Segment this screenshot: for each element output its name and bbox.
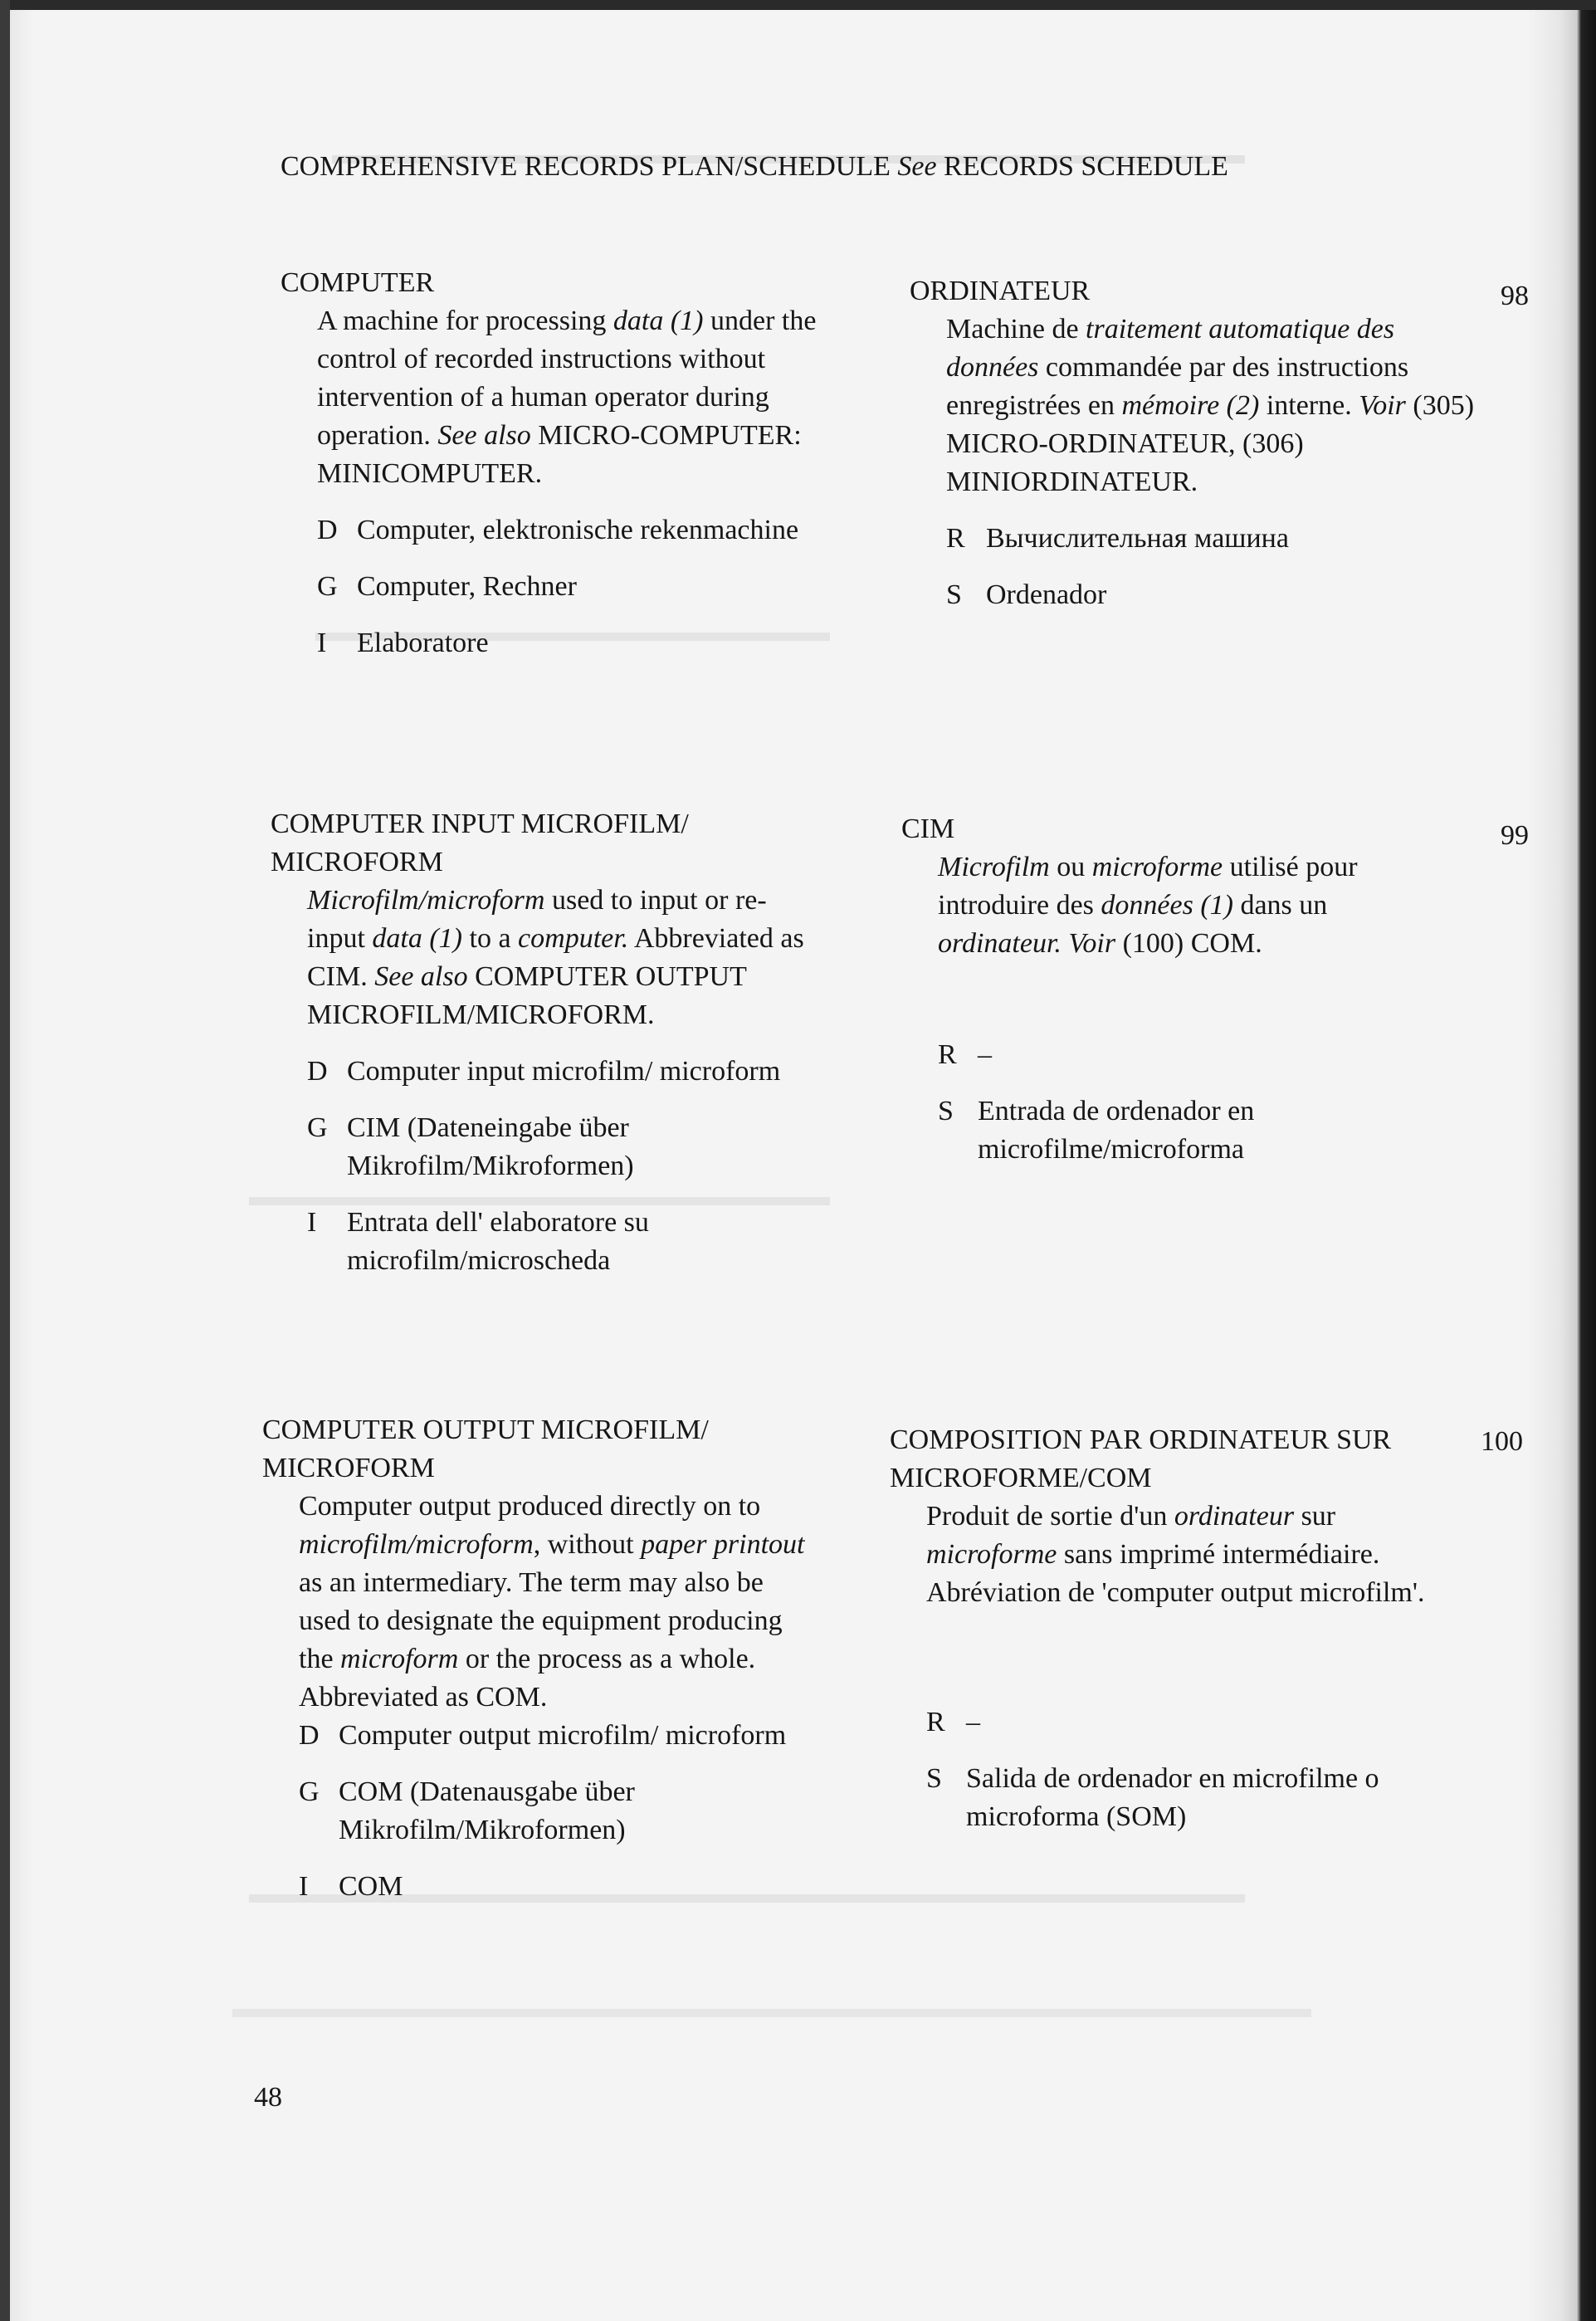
french-headword: ORDINATEUR — [910, 276, 1091, 306]
scan-left-edge — [0, 0, 10, 2321]
equivalent-list — [262, 1717, 827, 1906]
entry-number-98: 98 — [1501, 281, 1529, 311]
french-definition: Microfilm ou microforme utilisé pour introduire des données (1) dans un ordinateur. Voir (100) COM. — [938, 852, 1358, 959]
entry-99-english — [271, 805, 835, 1280]
page-number: 48 — [254, 2082, 282, 2113]
equivalent-g: G Computer, Rechner — [317, 571, 577, 602]
french-definition: Machine de traitement automatique des données commandée par des instructions enregistrées en mémoire (2) interne. Voir (305) MICRO-ORDINATEUR, (306) MINIORDINATEUR. — [946, 314, 1475, 497]
equivalent-d: D Computer, elektronische rekenmachine — [317, 515, 799, 545]
equivalent-i: I COM — [299, 1871, 403, 1902]
entry-100-french — [890, 1421, 1471, 1836]
equivalent-list — [910, 520, 1491, 614]
equivalent-g: G COM (Datenausgabe über Mikrofilm/Mikroformen) — [299, 1776, 635, 1845]
scan-top-edge — [0, 0, 1596, 10]
english-headword: COMPUTER OUTPUT MICROFILM/ MICROFORM — [262, 1415, 709, 1483]
equivalent-r: R – — [938, 1039, 992, 1070]
equivalent-s: S Entrada de ordenador en microfilme/microforma — [938, 1096, 1255, 1165]
entry-100-english — [262, 1411, 827, 1906]
entry-99-french — [901, 810, 1466, 1169]
entry-number-99: 99 — [1501, 820, 1529, 851]
equivalent-list — [901, 1036, 1466, 1169]
english-definition: Computer output produced directly on to microfilm/microform, without paper printout as an intermediary. The term may also be used to designate the equipment producing the microform or the process as a whole. Abbreviated as COM. — [299, 1491, 805, 1713]
header-term: COMPREHENSIVE RECORDS PLAN/SCHEDULE — [281, 151, 891, 182]
equivalent-s: S Ordenador — [946, 579, 1107, 610]
equivalent-list — [890, 1703, 1471, 1836]
french-definition: Produit de sortie d'un ordinateur sur microforme sans imprimé intermédiaire. Abréviation de 'computer output microfilm'. — [926, 1501, 1425, 1608]
see-reference-line — [281, 148, 1476, 186]
equivalent-list — [271, 1053, 835, 1280]
entry-98-english — [281, 264, 828, 662]
equivalent-i: I Entrata dell' elaboratore su microfilm/microscheda — [307, 1207, 649, 1276]
equivalent-i: I Elaboratore — [317, 628, 489, 658]
header-target: RECORDS SCHEDULE — [944, 151, 1228, 182]
english-definition: Microfilm/microform used to input or re-input data (1) to a computer. Abbreviated as CIM. See also COMPUTER OUTPUT MICROFILM/MICROFORM. — [307, 885, 804, 1030]
header-see: See — [897, 151, 937, 182]
english-headword: COMPUTER INPUT MICROFILM/ MICROFORM — [271, 809, 689, 877]
equivalent-d: D Computer input microfilm/ microform — [307, 1056, 781, 1087]
entry-number-100: 100 — [1481, 1426, 1523, 1457]
french-headword: COMPOSITION PAR ORDINATEUR SUR MICROFORME/COM — [890, 1424, 1392, 1493]
equivalent-s: S Salida de ordenador en microfilme o microforma (SOM) — [926, 1763, 1379, 1832]
english-definition: A machine for processing data (1) under the control of recorded instructions without intervention of a human operator during operation. See also MICRO-COMPUTER: MINICOMPUTER. — [317, 305, 817, 489]
entry-98-french — [910, 272, 1491, 614]
equivalent-d: D Computer output microfilm/ microform — [299, 1720, 787, 1751]
equivalent-r: R – — [926, 1707, 980, 1737]
equivalent-g: G CIM (Dateneingabe über Mikrofilm/Mikroformen) — [307, 1112, 634, 1181]
french-headword: CIM — [901, 814, 955, 844]
equivalent-r: R Вычислительная машина — [946, 523, 1289, 554]
english-headword: COMPUTER — [281, 267, 435, 298]
equivalent-list — [281, 511, 828, 662]
